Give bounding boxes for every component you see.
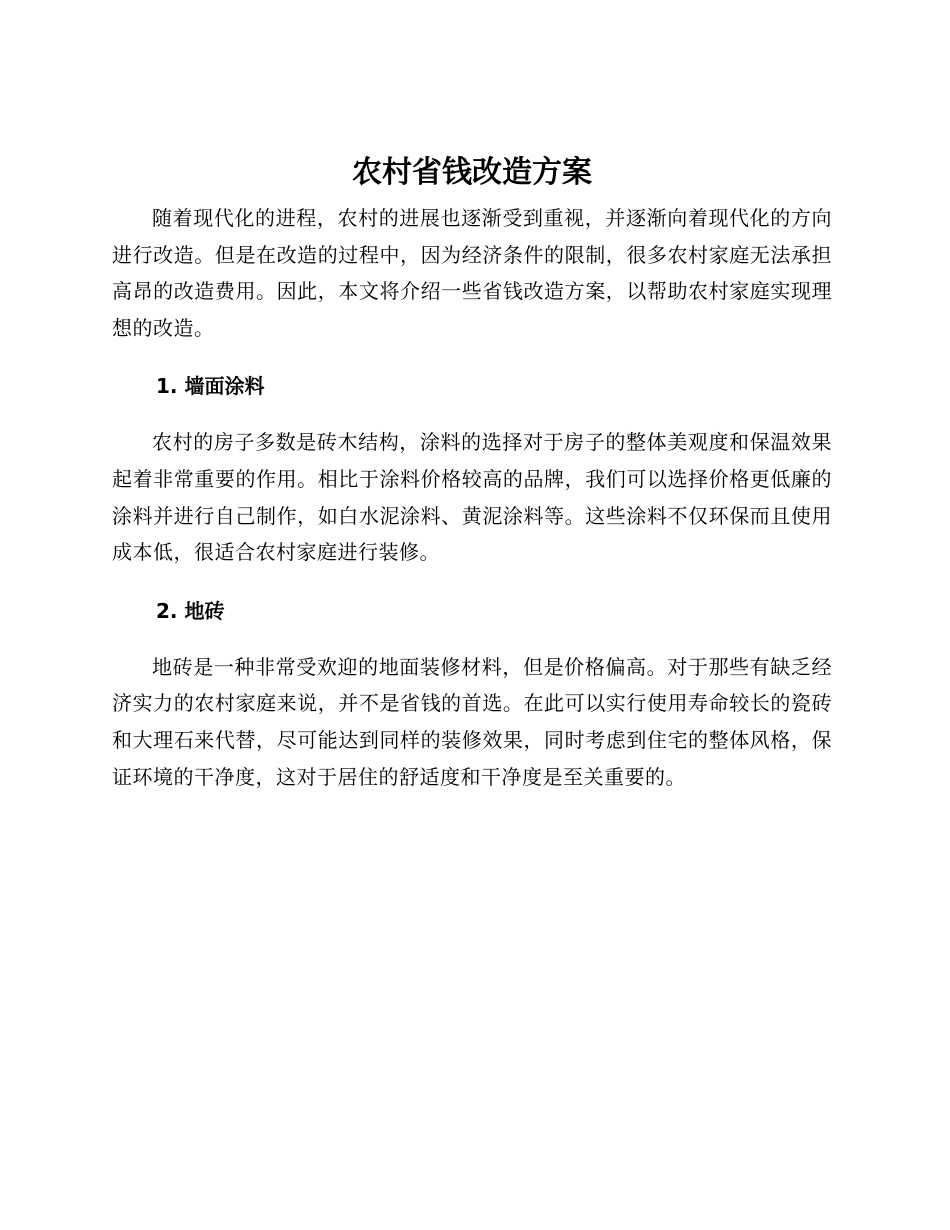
document-title: 农村省钱改造方案 (352, 155, 592, 190)
section-body-wall-paint: 农村的房子多数是砖木结构，涂料的选择对于房子的整体美观度和保温效果起着非常重要的作用。相比于涂料价格较高的品牌，我们可以选择价格更低廉的涂料并进行自己制作，如白水泥涂料、黄泥涂料等。这些涂料不仅环保而且使用成本低，很适合农村家庭进行装修。 (112, 430, 832, 565)
spacer (112, 571, 832, 593)
document-body (112, 146, 832, 795)
spacer (112, 404, 832, 424)
spacer (112, 346, 832, 368)
spacer (112, 629, 832, 649)
section-heading-floor-tile: 2. 地砖 (156, 598, 225, 623)
section-heading-wall-paint: 1. 墙面涂料 (156, 374, 265, 399)
section-body-floor-tile: 地砖是一种非常受欢迎的地面装修材料，但是价格偏高。对于那些有缺乏经济实力的农村家庭来说，并不是省钱的首选。在此可以实行使用寿命较长的瓷砖和大理石来代替，尽可能达到同样的装修效果，同时考虑到住宅的整体风格，保证环境的干净度，这对于居住的舒适度和干净度是至关重要的。 (112, 654, 832, 789)
intro-paragraph: 随着现代化的进程，农村的进展也逐渐受到重视，并逐渐向着现代化的方向进行改造。但是在改造的过程中，因为经济条件的限制，很多农村家庭无法承担高昂的改造费用。因此，本文将介绍一些省钱改造方案，以帮助农村家庭实现理想的改造。 (112, 206, 832, 340)
